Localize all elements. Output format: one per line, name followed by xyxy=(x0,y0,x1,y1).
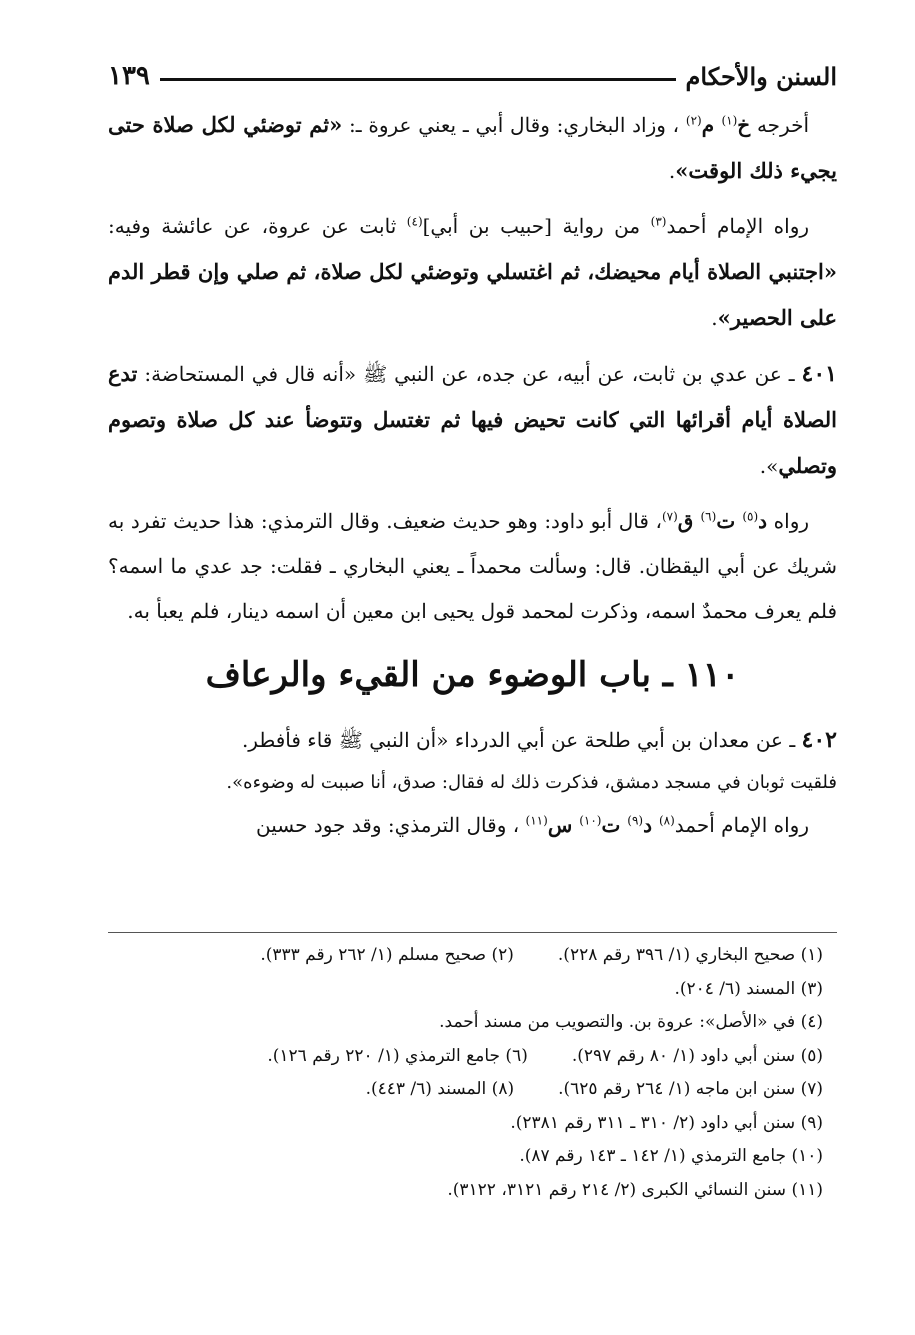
footnote: (١) صحيح البخاري (١/ ٣٩٦ رقم ٢٢٨). xyxy=(557,945,823,965)
footnote-ref: (٩) xyxy=(627,813,644,828)
text: رواه الإمام أحمد xyxy=(666,214,810,238)
footnote-line xyxy=(108,1073,837,1107)
footnote-line xyxy=(108,1006,837,1040)
hadith-quote: تدع الصلاة أيام أقرائها التي كانت تحيض فيها ثم تغتسل وتتوضأ عند كل صلاة وتصوم وتصلي xyxy=(108,361,837,478)
footnote-line xyxy=(108,1140,837,1174)
text: ثابت عن عروة، عن عائشة وفيه: xyxy=(108,214,407,238)
source-symbol: خ xyxy=(737,113,751,137)
source-symbol: ت xyxy=(716,509,743,533)
source-symbol: د xyxy=(643,813,659,837)
source-symbol: د xyxy=(758,509,768,533)
text: ، وقال الترمذي: وقد جود حسين xyxy=(255,813,526,837)
text: ، وزاد البخاري: وقال أبي ـ يعني عروة ـ: xyxy=(342,113,686,137)
footnote-ref: (١٠) xyxy=(579,813,602,828)
source-symbol: م xyxy=(701,113,722,137)
paragraph-1 xyxy=(108,102,837,194)
paragraph-2 xyxy=(108,204,837,341)
text: رواه xyxy=(767,509,810,533)
footnote-line xyxy=(108,939,837,973)
hadith-number: ٤٠١ xyxy=(801,361,837,387)
text: . xyxy=(668,159,676,183)
footnote-ref: (١١) xyxy=(525,813,548,828)
footnotes xyxy=(108,932,837,1207)
footnote: (٨) المسند (٦/ ٤٤٣). xyxy=(365,1079,515,1099)
text: من رواية [حبيب بن أبي] xyxy=(422,214,651,238)
hadith-402 xyxy=(108,718,837,763)
footnote-line xyxy=(108,1107,837,1141)
footnote-rule xyxy=(108,932,837,933)
footnote-ref: (٨) xyxy=(658,813,675,828)
source-symbol: س xyxy=(547,813,580,837)
page-number: ١٣٩ xyxy=(108,61,150,91)
footnote-ref: (٤) xyxy=(406,214,423,229)
paragraph-4 xyxy=(108,499,837,634)
hadith-quote: «اجتنبي الصلاة أيام محيضك، ثم اغتسلي وتوضئي لكل صلاة، ثم صلي وإن قطر الدم على الحصير» xyxy=(108,259,837,330)
footnote-ref: (١) xyxy=(721,113,738,128)
footnote-ref: (٢) xyxy=(685,113,702,128)
chapter-title: ١١٠ ـ باب الوضوء من القيء والرعاف xyxy=(205,655,740,695)
text: ـ عن عدي بن ثابت، عن أبيه، عن جده، عن النبي ﷺ «أنه قال في المستحاضة: xyxy=(137,362,802,386)
source-symbol: ق xyxy=(677,509,701,533)
footnote: (٣) المسند (٦/ ٢٠٤). xyxy=(674,978,823,999)
hadith-401 xyxy=(108,351,837,489)
source-symbol: ت xyxy=(601,813,628,837)
footnote: (١٠) جامع الترمذي (١/ ١٤٢ ـ ١٤٣ رقم ٨٧). xyxy=(519,1146,823,1166)
text: أخرجه xyxy=(750,113,809,137)
footnote: (٧) سنن ابن ماجه (١/ ٢٦٤ رقم ٦٢٥). xyxy=(558,1079,823,1099)
footnote-line xyxy=(108,1174,837,1208)
footnote: (٥) سنن أبي داود (١/ ٨٠ رقم ٢٩٧). xyxy=(571,1045,823,1066)
footnote-ref: (٦) xyxy=(700,509,717,524)
text: رواه الإمام أحمد xyxy=(674,813,809,837)
body-text xyxy=(108,102,837,848)
header-rule xyxy=(160,78,676,81)
hadith-402-continuation: فلقيت ثوبان في مسجد دمشق، فذكرت ذلك له فقال: صدق، أنا صببت له وضوءه». xyxy=(226,772,837,793)
footnote: (٩) سنن أبي داود (٢/ ٣١٠ ـ ٣١١ رقم ٢٣٨١). xyxy=(510,1112,823,1133)
hadith-number: ٤٠٢ xyxy=(801,727,837,753)
footnote: (٦) جامع الترمذي (١/ ٢٢٠ رقم ١٢٦). xyxy=(267,1045,528,1066)
footnote-line xyxy=(108,973,837,1007)
text: ـ عن معدان بن أبي طلحة عن أبي الدرداء «أن النبي ﷺ قاء فأفطر. xyxy=(241,728,802,752)
running-title: السنن والأحكام xyxy=(685,61,837,91)
footnote: (١١) سنن النسائي الكبرى (٢/ ٢١٤ رقم ٣١٢١، ٣١٢٢). xyxy=(447,1179,823,1200)
footnote: (٤) في «الأصل»: عروة بن. والتصويب من مسند أحمد. xyxy=(439,1012,823,1032)
footnote-ref: (٧) xyxy=(661,509,678,524)
hadith-quote: «ثم توضئي لكل صلاة حتى يجيء ذلك الوقت» xyxy=(108,112,837,183)
text: . xyxy=(711,306,718,330)
footnote-ref: (٥) xyxy=(742,509,759,524)
footnote: (٢) صحيح مسلم (١/ ٢٦٢ رقم ٣٣٣). xyxy=(260,945,514,965)
footnote-line xyxy=(108,1040,837,1074)
text: ». xyxy=(759,454,779,478)
hadith-402-narration xyxy=(108,803,837,848)
text: ، قال أبو داود: وهو حديث ضعيف. وقال الترمذي: هذا حديث تفرد به شريك عن أبي اليقظان. قال: وسألت محمداً ـ يعني البخاري ـ فقلت: جد عدي ما اسمه؟ فلم يعرف محمدٌ اسمه، وذكرت لمحمد قول يحيى ابن معين أن اسمه دينار، فلم يعبأ به. xyxy=(108,509,837,623)
page-header xyxy=(108,58,837,94)
footnote-ref: (٣) xyxy=(650,214,667,229)
